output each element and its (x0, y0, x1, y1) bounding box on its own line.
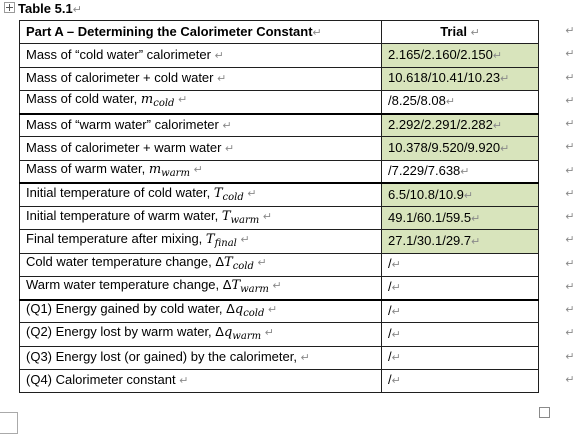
paragraph-mark: ↵ (463, 189, 474, 202)
math-subscript: warm (232, 330, 262, 342)
table-row (20, 90, 539, 113)
math-subscript: cold (243, 307, 265, 319)
trial-value-cell[interactable] (382, 183, 539, 206)
label-cell[interactable] (20, 90, 382, 113)
table-move-handle[interactable] (4, 2, 15, 13)
trial-value: / (388, 256, 392, 272)
label-text: (Q4) Calorimeter constant (26, 372, 176, 388)
row-end-mark: ↵ (565, 164, 575, 177)
trial-value-cell[interactable] (382, 160, 539, 183)
paragraph-mark: ↵ (445, 96, 456, 109)
label-cell[interactable] (20, 230, 382, 253)
trial-value-cell[interactable] (382, 137, 539, 160)
row-end-mark: ↵ (565, 257, 575, 270)
table-row (20, 160, 539, 183)
label-text: Mass of cold water, (26, 91, 141, 107)
table-row (20, 44, 539, 67)
trial-value: /7.229/7.638 (388, 162, 461, 178)
table-row (20, 253, 539, 276)
paragraph-mark: ↵ (272, 280, 282, 293)
paragraph-mark: ↵ (471, 212, 481, 225)
paragraph-mark: ↵ (471, 235, 481, 248)
paragraph-mark: ↵ (500, 142, 510, 155)
math-subscript: warm (230, 214, 260, 226)
trial-value-cell[interactable] (382, 323, 539, 346)
label-cell[interactable] (20, 276, 382, 299)
label-text: Mass of “cold water” calorimeter (26, 46, 211, 62)
label-text: Final temperature after mixing, (26, 230, 206, 246)
table-row (20, 137, 539, 160)
trial-value: / (388, 372, 392, 388)
label-cell[interactable] (20, 207, 382, 230)
paragraph-mark: ↵ (300, 352, 310, 365)
paragraph-mark: ↵ (178, 94, 188, 107)
trial-value: 2.165/2.160/2.150 (388, 46, 493, 62)
trial-value: 27.1/30.1/29.7 (388, 232, 472, 248)
table-row (20, 276, 539, 299)
paragraph-mark: ↵ (193, 163, 203, 176)
label-cell[interactable] (20, 369, 382, 392)
row-end-mark: ↵ (565, 234, 575, 247)
table-caption: Table 5.1↵ (18, 1, 82, 16)
paragraph-mark: ↵ (222, 119, 232, 132)
label-cell[interactable] (20, 67, 382, 90)
table-row (20, 67, 539, 90)
table-row (20, 207, 539, 230)
paragraph-mark: ↵ (500, 73, 510, 86)
label-cell[interactable] (20, 160, 382, 183)
row-end-mark: ↵ (565, 25, 575, 37)
table-row (20, 369, 539, 392)
table-row (20, 300, 539, 323)
trial-value-cell[interactable] (382, 207, 539, 230)
paragraph-mark: ↵ (225, 142, 235, 155)
label-cell[interactable] (20, 323, 382, 346)
table-header-row (20, 21, 539, 44)
trial-value-cell[interactable] (382, 67, 539, 90)
trial-value-cell[interactable] (382, 230, 539, 253)
paragraph-mark: ↵ (492, 119, 503, 132)
paragraph-mark: ↵ (268, 303, 278, 316)
table-row (20, 230, 539, 253)
math-subscript: warm (240, 284, 269, 296)
math-subscript: cold (222, 191, 244, 203)
label-cell[interactable] (20, 114, 382, 137)
row-end-mark: ↵ (565, 187, 575, 200)
paragraph-mark: ↵ (264, 326, 274, 339)
trial-value-cell[interactable] (382, 300, 539, 323)
row-end-mark: ↵ (565, 373, 575, 386)
trial-value-cell[interactable] (382, 346, 539, 369)
label-cell[interactable] (20, 253, 382, 276)
trial-value-cell[interactable] (382, 114, 539, 137)
math-symbol: q (223, 324, 233, 340)
paragraph-mark: ↵ (492, 49, 503, 62)
label-text: Initial temperature of cold water, (26, 184, 214, 200)
trial-value-cell[interactable] (382, 369, 539, 392)
math-subscript: final (214, 237, 237, 249)
math-symbol: T (221, 208, 231, 224)
label-text: Mass of calorimeter + warm water (26, 139, 222, 155)
label-text: (Q2) Energy lost by warm water, Δ (26, 323, 224, 339)
math-symbol: T (231, 278, 241, 294)
paragraph-mark: ↵ (262, 210, 273, 223)
paragraph-mark: ↵ (217, 73, 227, 86)
math-subscript: cold (232, 261, 254, 273)
math-subscript: cold (153, 98, 175, 110)
table-row (20, 183, 539, 206)
trial-value: 10.378/9.520/9.920 (388, 139, 501, 155)
label-text: Cold water temperature change, Δ (26, 254, 225, 270)
label-cell[interactable] (20, 137, 382, 160)
header-trial-cell[interactable]: Trial ↵ (382, 21, 539, 44)
paragraph-mark: ↵ (240, 233, 250, 246)
row-end-mark: ↵ (565, 350, 575, 363)
paragraph-mark: ↵ (391, 282, 401, 295)
trial-value: / (388, 325, 392, 341)
trial-value: 10.618/10.41/10.23 (388, 70, 501, 86)
paragraph-mark: ↵ (460, 165, 470, 178)
trial-value: / (388, 349, 392, 365)
math-symbol: q (234, 301, 244, 317)
label-cell[interactable] (20, 300, 382, 323)
trial-value-cell[interactable] (382, 276, 539, 299)
paragraph-mark: ↵ (391, 328, 401, 341)
paragraph-mark: ↵ (214, 49, 224, 62)
label-cell[interactable] (20, 346, 382, 369)
row-end-mark: ↵ (565, 280, 575, 293)
math-symbol: T (205, 231, 215, 247)
label-cell[interactable] (20, 183, 382, 206)
row-end-mark: ↵ (565, 118, 575, 130)
trial-value-cell[interactable] (382, 90, 539, 113)
trial-value: 6.5/10.8/10.9 (388, 186, 464, 202)
trial-value-cell[interactable] (382, 44, 539, 67)
row-end-mark: ↵ (565, 48, 575, 61)
trial-value: / (388, 302, 392, 318)
label-cell[interactable] (20, 44, 382, 67)
row-end-mark: ↵ (565, 304, 575, 316)
label-text: (Q1) Energy gained by cold water, Δ (26, 300, 235, 316)
row-end-mark: ↵ (565, 141, 575, 154)
paragraph-mark: ↵ (179, 375, 189, 388)
trial-value: /8.25/8.08 (388, 93, 446, 109)
row-end-mark: ↵ (565, 211, 575, 223)
table-row (20, 323, 539, 346)
page-margin-corner (0, 412, 18, 434)
label-text: Mass of calorimeter + cold water (26, 70, 214, 86)
math-symbol: m (140, 92, 154, 108)
label-text: Mass of warm water, (26, 160, 149, 176)
paragraph-mark: ↵ (391, 305, 401, 318)
row-end-marks (561, 20, 579, 392)
paragraph-mark: ↵ (391, 375, 401, 388)
math-symbol: T (213, 185, 223, 201)
math-subscript: warm (161, 167, 190, 179)
row-end-mark: ↵ (565, 327, 575, 340)
calorimeter-table (19, 20, 539, 393)
table-resize-handle[interactable] (539, 407, 550, 418)
trial-value: 49.1/60.1/59.5 (388, 209, 472, 225)
label-text: Warm water temperature change, Δ (26, 277, 232, 293)
label-text: Initial temperature of warm water, (26, 207, 222, 223)
row-end-mark: ↵ (565, 94, 575, 107)
math-symbol: m (148, 161, 162, 177)
paragraph-mark: ↵ (257, 257, 267, 270)
table-row (20, 114, 539, 137)
label-text: Mass of “warm water” calorimeter (26, 116, 219, 132)
row-end-mark: ↵ (565, 71, 575, 84)
table-row (20, 346, 539, 369)
paragraph-mark: ↵ (247, 187, 257, 200)
paragraph-mark: ↵ (391, 259, 401, 272)
trial-value: 2.292/2.291/2.282 (388, 116, 493, 132)
header-part-cell[interactable]: Part A – Determining the Calorimeter Constant↵ (20, 21, 382, 44)
trial-value: / (388, 279, 392, 295)
math-symbol: T (224, 255, 233, 271)
paragraph-mark: ↵ (391, 352, 401, 365)
label-text: (Q3) Energy lost (or gained) by the calorimeter, (26, 349, 297, 365)
trial-value-cell[interactable] (382, 253, 539, 276)
